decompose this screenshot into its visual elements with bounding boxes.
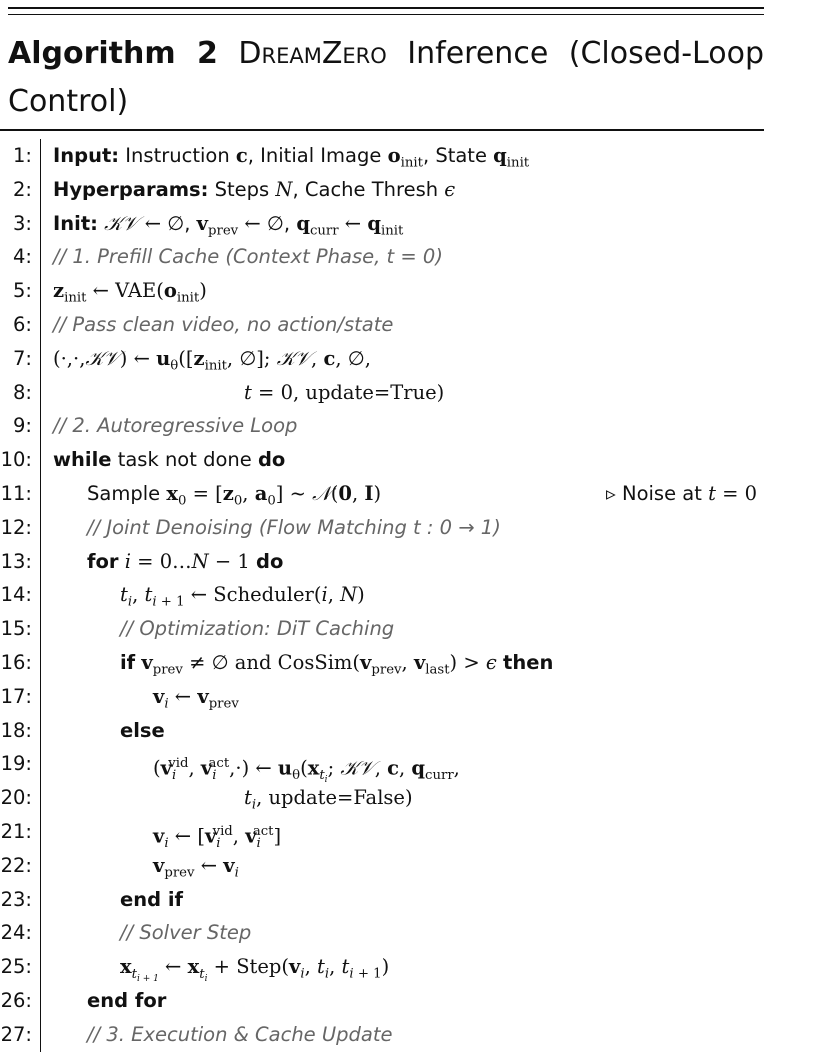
algorithm-line <box>0 139 820 173</box>
line-number: 6: <box>13 312 32 336</box>
keyword-while: while <box>53 448 112 472</box>
keyword-else: else <box>120 718 165 742</box>
line-content: $v_i$ ← [$v_i^{vid}$, $v_i^{act}$] <box>153 823 282 851</box>
line-content: Init: 𝒦𝒱 ← ∅, $v_{prev}$ ← ∅, $q_{curr}$ ← $q_{init}$ <box>53 211 404 239</box>
comment: // 2. Autoregressive Loop <box>53 414 298 438</box>
keyword-do: do <box>256 549 284 573</box>
algorithm-line <box>0 916 820 950</box>
comment: // Solver Step <box>120 921 252 945</box>
line-content: $t_i$, $t_{i + 1}$ ← Scheduler(i, N) <box>120 583 365 610</box>
line-number: 5: <box>13 279 32 303</box>
line-content <box>53 443 285 477</box>
line-number: 4: <box>13 245 32 269</box>
line-content: if $v_{prev}$ ≠ ∅ and $CosSim(v_{prev}$, $v_{last}) > \epsilon$ then <box>120 650 554 678</box>
line-number: 1: <box>13 144 32 167</box>
line-content: Input: Instruction c, Initial Image $o_{init}$, State $q_{init}$ <box>53 144 530 171</box>
algorithm-line <box>0 883 820 917</box>
algorithm-body <box>0 139 820 1052</box>
line-content: Sample $x_0 = [z_0$, $a_0$] ~ 𝒩(0, I) <box>87 481 382 509</box>
line-content: $z_{init}$ ← $VAE(o_{init})$ <box>53 279 207 306</box>
line-content: t = 0, update=True) <box>244 380 445 404</box>
algorithm-line <box>0 680 820 714</box>
line-number: 11: <box>0 481 32 505</box>
algorithm-line <box>0 714 820 748</box>
line-number: 20: <box>0 786 32 810</box>
comment: // Pass clean video, no action/state <box>53 312 394 336</box>
line-number: 27: <box>0 1022 32 1046</box>
line-content: (·,·,𝒦𝒱) ← $u_\theta([z_{init}$, ∅]; 𝒦𝒱, c, ∅, <box>53 346 371 374</box>
keyword-hyperparams: Hyperparams: <box>53 177 209 201</box>
line-number: 24: <box>0 921 32 945</box>
comment: // Optimization: DiT Caching <box>120 617 395 641</box>
keyword-end-for: end for <box>87 988 167 1012</box>
line-number: 13: <box>0 549 32 573</box>
loop-condition: task not done <box>117 448 252 472</box>
line-number: 26: <box>0 988 32 1012</box>
line-number: 10: <box>0 448 32 472</box>
comment: // Joint Denoising (Flow Matching t : 0 → 1) <box>87 515 501 539</box>
algorithm-line <box>0 612 820 646</box>
comment: // 3. Execution & Cache Update <box>87 1022 393 1046</box>
line-number: 15: <box>0 617 32 641</box>
algorithm-line <box>0 511 820 545</box>
top-rule-thick <box>8 7 764 9</box>
algorithm-line <box>0 747 820 786</box>
algorithm-line <box>0 545 820 579</box>
line-number: 17: <box>0 684 32 708</box>
line-content: $v_{prev}$ ← $v_i$ <box>153 853 239 881</box>
algorithm-line <box>0 376 820 410</box>
caption-rule <box>0 129 764 131</box>
algorithm-line <box>0 578 820 612</box>
line-content: for i = 0…N − 1 do <box>87 549 284 573</box>
line-number: 9: <box>13 414 32 438</box>
keyword-for: for <box>87 549 119 573</box>
algorithm-line <box>0 409 820 443</box>
line-number: 8: <box>13 380 32 404</box>
algorithm-line <box>0 274 820 308</box>
line-number: 19: <box>0 752 32 776</box>
algorithm-caption <box>8 30 764 126</box>
comment: // 1. Prefill Cache (Context Phase, t = 0) <box>53 245 443 269</box>
line-number: 3: <box>13 211 32 235</box>
top-rule-thin <box>8 14 764 15</box>
algorithm-line <box>0 646 820 680</box>
line-number: 25: <box>0 955 32 979</box>
line-number: 18: <box>0 718 32 742</box>
line-number: 12: <box>0 515 32 539</box>
algorithm-line <box>0 240 820 274</box>
line-content: ($v_i^{vid}$, $v_i^{act},\cdot$) ← $u_\theta(x_{t_i}$; 𝒦𝒱, c, $q_{curr}$, <box>153 756 460 786</box>
algorithm-line <box>0 984 820 1018</box>
keyword-if: if <box>120 650 136 674</box>
keyword-do: do <box>257 448 286 472</box>
algorithm-line <box>0 342 820 376</box>
algorithm-method-name: DreamZero <box>238 36 387 71</box>
line-content: $t_i$, update=False) <box>244 786 413 813</box>
keyword-input: Input: <box>53 144 120 167</box>
line-number: 16: <box>0 650 32 674</box>
algorithm-line <box>0 849 820 883</box>
keyword-init: Init: <box>53 211 98 235</box>
line-number: 2: <box>13 177 32 201</box>
line-number: 22: <box>0 853 32 877</box>
algorithm-line <box>0 308 820 342</box>
algorithm-line <box>0 950 820 984</box>
algorithm-label: Algorithm 2 <box>8 36 218 71</box>
line-number: 14: <box>0 583 32 607</box>
keyword-end-if: end if <box>120 887 184 911</box>
line-annotation: ▹ Noise at t = 0 <box>606 481 758 505</box>
algorithm-line <box>0 207 820 241</box>
algorithm-line <box>0 815 820 849</box>
line-content: $x_{t_{i + 1}}$ ← $x_{t_i}$ + $Step(v_i$, $t_i$, $t_{i + 1}$) <box>120 955 390 984</box>
algorithm-line <box>0 443 820 477</box>
line-number: 7: <box>13 346 32 370</box>
algorithm-title: Inference (Closed-Loop Control) <box>8 36 764 119</box>
algorithm-line <box>0 781 820 815</box>
line-number: 23: <box>0 887 32 911</box>
algorithm-line <box>0 1018 820 1052</box>
algorithm-line <box>0 477 820 511</box>
line-content: Hyperparams: Steps N, Cache Thresh ϵ <box>53 177 456 201</box>
algorithm-line <box>0 173 820 207</box>
keyword-then: then <box>503 650 554 674</box>
line-content: $v_i$ ← $v_{prev}$ <box>153 684 239 712</box>
line-number: 21: <box>0 819 32 843</box>
